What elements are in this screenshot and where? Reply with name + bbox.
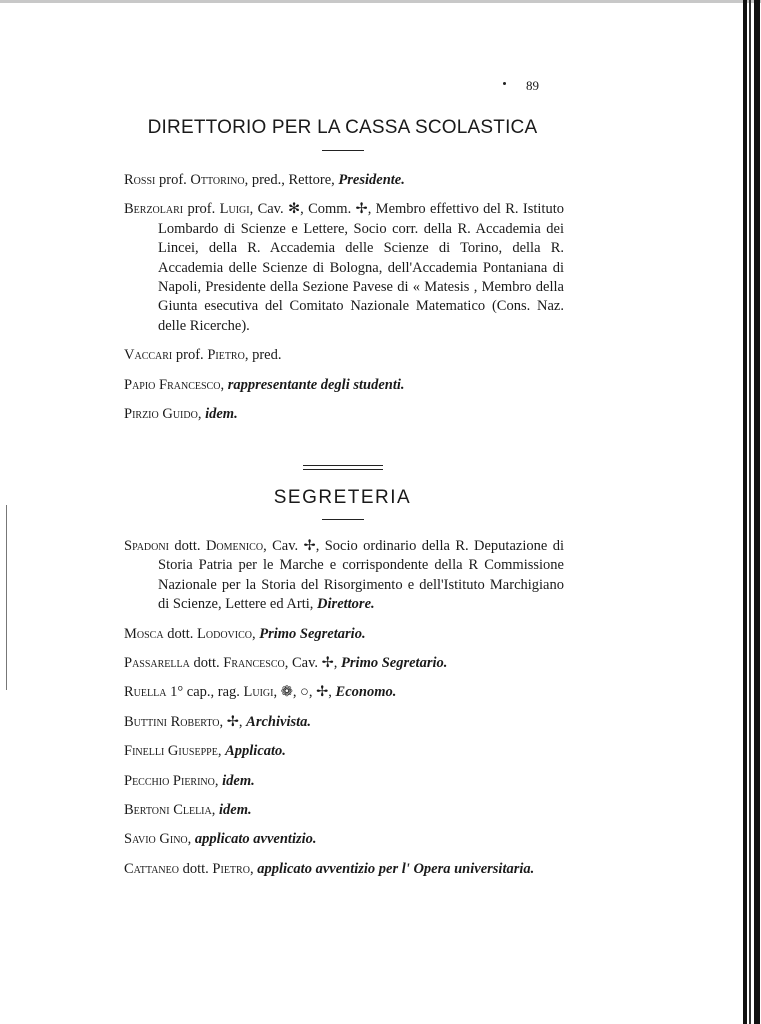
list-entry: Buttini Roberto, ✢, Archivista.	[124, 713, 312, 730]
left-margin-mark	[0, 505, 7, 690]
list-entry: Papio Francesco, rappresentante degli studenti.	[124, 376, 405, 393]
directorate-list	[124, 171, 564, 434]
page-top-edge	[0, 0, 761, 3]
list-entry: Bertoni Clelia, idem.	[124, 802, 252, 819]
list-entry: Ruella 1° cap., rag. Luigi, ❁, ○, ✢, Economo.	[124, 684, 397, 701]
list-entry: Vaccari prof. Pietro, pred.	[124, 347, 282, 364]
section-divider-bottom	[303, 469, 383, 470]
title-rule	[322, 519, 364, 520]
book-binding	[739, 0, 761, 1024]
list-entry: Savio Gino, applicato avventizio.	[124, 831, 317, 848]
page-number: 89	[526, 78, 539, 93]
section-title-directorate: DIRETTORIO PER LA CASSA SCOLASTICA	[147, 117, 538, 138]
list-entry: Berzolari prof. Luigi, Cav. ✻, Comm. ✢, Membro effettivo del R. Istituto Lombardo di Scienze e Lettere, Socio corr. della R. Accademia dei Lincei, della R. Accademia delle Scienze di Torino, della R. Accademia delle Scienze di Bologna, dell'Accademia Pontaniana di Napoli, Presidente della Sezione Pavese di « Matesis , Membro della Giunta esecutiva del Comitato Nazionale Matematico (Cons. Naz. delle Ricerche).	[124, 201, 564, 334]
list-entry: Cattaneo dott. Pietro, applicato avventizio per l' Opera universitaria.	[124, 860, 535, 877]
list-entry: Finelli Giuseppe, Applicato.	[124, 743, 286, 760]
title-rule	[322, 150, 364, 151]
section-divider-top	[303, 465, 383, 466]
list-entry: Pecchio Pierino, idem.	[124, 772, 255, 789]
page-dot	[503, 82, 506, 85]
secretariat-list	[124, 537, 564, 889]
list-entry: Passarella dott. Francesco, Cav. ✢, Primo Segretario.	[124, 655, 448, 672]
list-entry: Mosca dott. Lodovico, Primo Segretario.	[124, 625, 366, 642]
list-entry: Rossi prof. Ottorino, pred., Rettore, Presidente.	[124, 172, 405, 188]
list-entry: Pirzio Guido, idem.	[124, 406, 238, 423]
section-title-secretariat: SEGRETERIA	[273, 487, 412, 508]
list-entry: Spadoni dott. Domenico, Cav. ✢, Socio ordinario della R. Deputazione di Storia Patria per le Marche e corrispondente della R Commissione Nazionale per la Storia del Risorgimento e dell'Istituto Marchigiano di Scienze, Lettere ed Arti, Direttore.	[124, 538, 564, 613]
